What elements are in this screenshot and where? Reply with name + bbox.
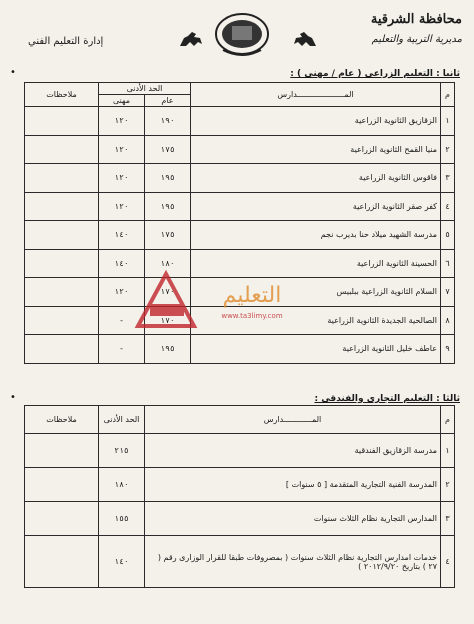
notes-cell [25,135,99,164]
table-row [25,468,455,502]
table-row [25,192,455,221]
watermark-logo [132,268,322,330]
school-name: الصالحية الجديدة الثانوية الزراعية [191,306,441,335]
section-title-commercial: ثالثا : التعليم التجارى والفندقى : [314,394,460,404]
bullet-dot: • [10,392,16,403]
table-row [25,107,455,136]
min-vocational: ١٢٠ [99,135,145,164]
table-row [25,434,455,468]
school-name: المدرسة الفنية التجارية المتقدمة [ ٥ سنوات ] [145,468,441,502]
notes-cell [25,434,99,468]
notes-cell [25,536,99,588]
col-schools: المــــــــــــدارس [145,406,441,434]
notes-cell [25,221,99,250]
table-row [25,164,455,193]
min-general: ١٨٠ [145,249,191,278]
notes-cell [25,306,99,335]
min-score: ١٤٠ [99,536,145,588]
col-vocational: مهنى [99,95,145,107]
row-index: ٥ [441,221,455,250]
col-general: عام [145,95,191,107]
notes-cell [25,192,99,221]
min-vocational: - [99,306,145,335]
min-vocational: ١٤٠ [99,221,145,250]
table-row [25,221,455,250]
governorate-title: محافظة الشرقية [370,12,462,27]
min-general: ١٧٥ [145,135,191,164]
col-min: الحد الأدنى [99,406,145,434]
col-notes: ملاحظات [25,83,99,107]
min-general: ١٩٠ [145,107,191,136]
min-vocational: ١٢٠ [99,164,145,193]
col-min: الحد الأدنى [99,83,191,95]
notes-cell [25,502,99,536]
notes-cell [25,249,99,278]
directorate-title: مديرية التربية والتعليم [371,34,462,45]
table-row [25,135,455,164]
row-index: ١ [441,107,455,136]
min-score: ١٨٠ [99,468,145,502]
watermark-text: التعليم [222,283,282,308]
row-index: ٤ [441,192,455,221]
row-index: ١ [441,434,455,468]
table-row [25,335,455,364]
min-general: ١٧٥ [145,221,191,250]
min-general: ١٧٠ [145,278,191,307]
min-general: ١٩٥ [145,335,191,364]
horse-icon [176,28,206,50]
min-vocational: ١٢٠ [99,192,145,221]
col-notes: ملاحظات [25,406,99,434]
school-name: فاقوس الثانوية الزراعية [191,164,441,193]
row-index: ٨ [441,306,455,335]
min-general: ١٧٠ [145,306,191,335]
row-index: ٢ [441,468,455,502]
row-index: ٩ [441,335,455,364]
row-index: ٣ [441,502,455,536]
school-name: منيا القمح الثانوية الزراعية [191,135,441,164]
school-name: كفر صقر الثانوية الزراعية [191,192,441,221]
commercial-schools-table [24,405,455,588]
school-name: عاطف خليل الثانوية الزراعية [191,335,441,364]
row-index: ٢ [441,135,455,164]
col-schools: المــــــــــــــــــــدارس [191,83,441,107]
watermark-url: www.ta3limy.com [221,312,283,320]
school-name: مدرسة الشهيد ميلاد حنا بديرب نجم [191,221,441,250]
department-title: إدارة التعليم الفني [28,36,104,47]
table-row [25,536,455,588]
school-name: السلام الثانوية الزراعية ببلبيس [191,278,441,307]
row-index: ٧ [441,278,455,307]
school-name: الحسينة الثانوية الزراعية [191,249,441,278]
col-index: م [441,406,455,434]
min-vocational: ١٢٠ [99,278,145,307]
letterhead [8,6,466,60]
min-score: ١٥٥ [99,502,145,536]
horse-icon [290,28,320,50]
notes-cell [25,468,99,502]
school-name: مدرسة الزقازيق الفندقية [145,434,441,468]
min-vocational: ١٤٠ [99,249,145,278]
notes-cell [25,164,99,193]
emblem-icon [213,10,271,58]
bullet-dot: • [10,67,16,78]
min-vocational: ١٢٠ [99,107,145,136]
notes-cell [25,278,99,307]
section-title-agricultural: ثانيا : التعليم الزراعى ( عام / مهنى ) : [290,69,460,79]
notes-cell [25,107,99,136]
row-index: ٦ [441,249,455,278]
row-index: ٣ [441,164,455,193]
min-general: ١٩٥ [145,192,191,221]
row-index: ٤ [441,536,455,588]
min-general: ١٩٥ [145,164,191,193]
table-row [25,502,455,536]
school-name: الزقازيق الثانوية الزراعية [191,107,441,136]
school-name: خدمات امدارس التجارية نظام الثلاث سنوات ( بمصروفات طبقا للقرار الوزارى رقم ( ٢٧ ) بتاريخ ٢٠١٢/٩/٢٠ ) [145,536,441,588]
col-index: م [441,83,455,107]
notes-cell [25,335,99,364]
min-score: ٢١٥ [99,434,145,468]
min-vocational: - [99,335,145,364]
school-name: المدارس التجارية نظام الثلاث سنوات [145,502,441,536]
